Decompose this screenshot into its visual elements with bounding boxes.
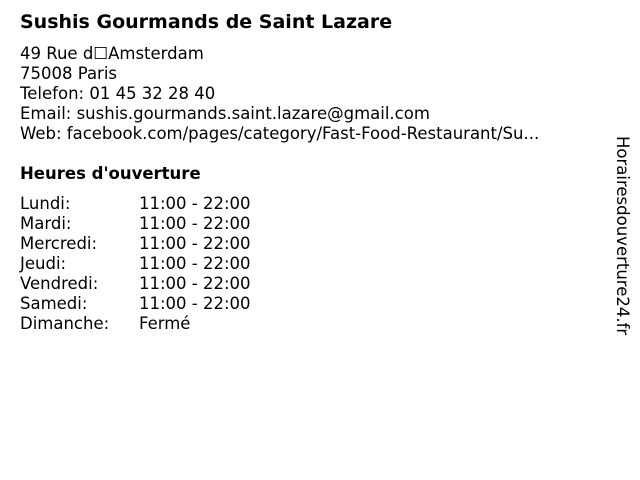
day-hours: 11:00 - 22:00 — [139, 194, 251, 213]
day-hours: Fermé — [139, 314, 191, 333]
hours-row-tuesday — [20, 214, 251, 234]
address-city: 75008 Paris — [20, 64, 118, 83]
day-label: Samedi: — [20, 294, 88, 313]
day-hours: 11:00 - 22:00 — [139, 234, 251, 253]
address-street: 49 Rue d☐Amsterdam — [20, 44, 204, 63]
day-label: Dimanche: — [20, 314, 110, 333]
day-hours: 11:00 - 22:00 — [139, 274, 251, 293]
day-hours: 11:00 - 22:00 — [139, 214, 251, 233]
day-label: Vendredi: — [20, 274, 99, 293]
day-label: Lundi: — [20, 194, 71, 213]
hours-row-friday — [20, 274, 251, 294]
hours-row-saturday — [20, 294, 251, 314]
opening-hours-table — [20, 194, 251, 334]
hours-row-wednesday — [20, 234, 251, 254]
web-line: Web: facebook.com/pages/category/Fast-Food-Restaurant/Su... — [20, 124, 540, 143]
hours-row-thursday — [20, 254, 251, 274]
email-line: Email: sushis.gourmands.saint.lazare@gmail.com — [20, 104, 430, 123]
day-label: Jeudi: — [20, 254, 67, 273]
day-label: Mardi: — [20, 214, 72, 233]
phone-line: Telefon: 01 45 32 28 40 — [20, 84, 216, 103]
hours-row-monday — [20, 194, 251, 214]
day-hours: 11:00 - 22:00 — [139, 254, 251, 273]
hours-row-sunday — [20, 314, 251, 334]
day-label: Mercredi: — [20, 234, 98, 253]
business-name: Sushis Gourmands de Saint Lazare — [20, 11, 393, 33]
day-hours: 11:00 - 22:00 — [139, 294, 251, 313]
opening-hours-heading: Heures d'ouverture — [20, 164, 201, 183]
contact-block — [20, 44, 539, 144]
site-watermark: Horairesdouverture24.fr — [613, 136, 632, 336]
